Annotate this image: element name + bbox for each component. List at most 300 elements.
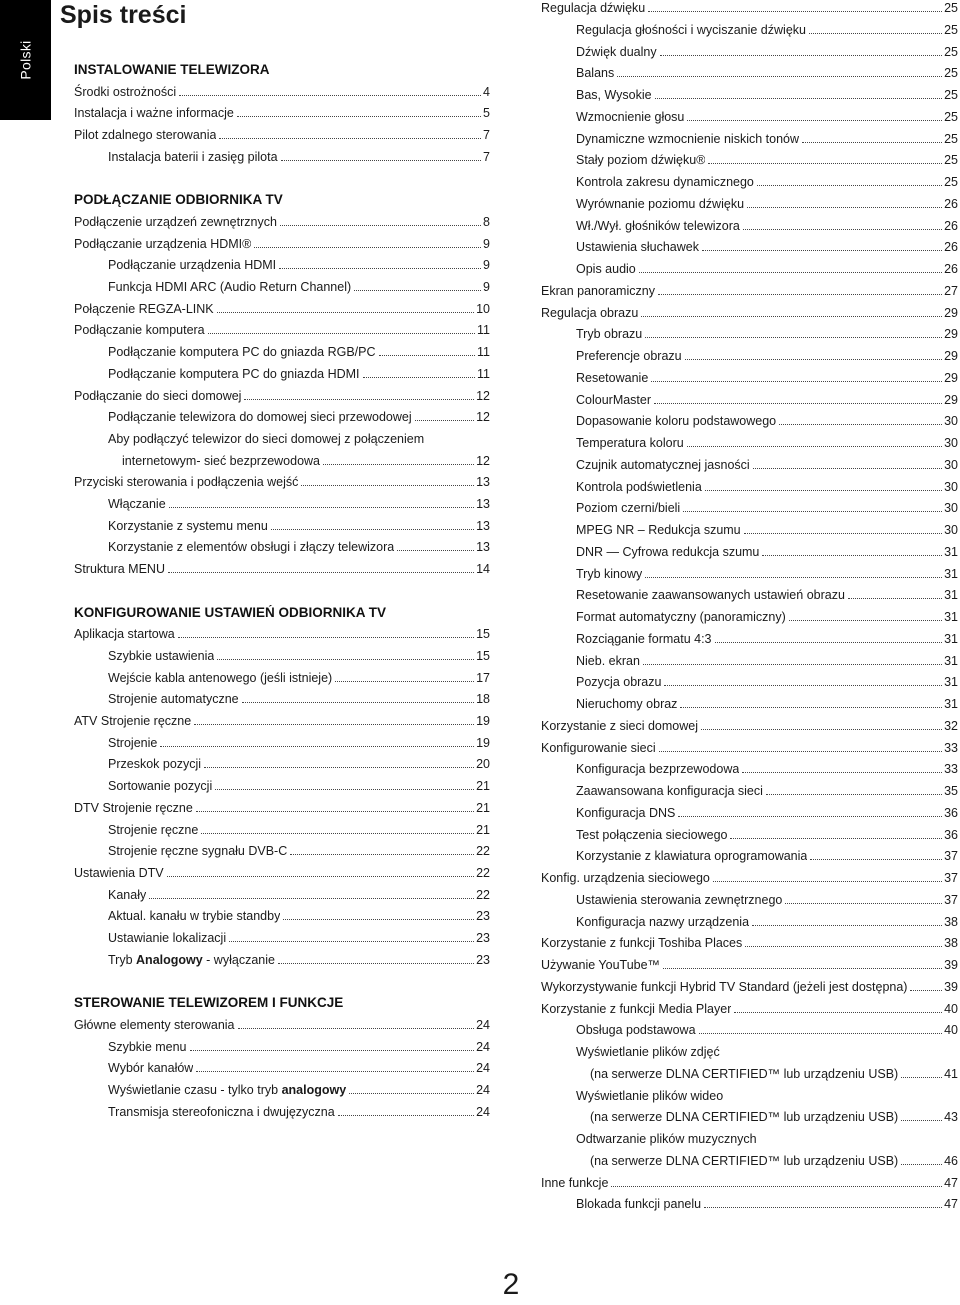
toc-section-heading	[60, 56, 490, 78]
toc-entry-label: Szybkie ustawienia	[108, 648, 215, 663]
toc-entry-label: Odtwarzanie plików muzycznych	[576, 1132, 757, 1146]
dot-leader	[611, 1186, 942, 1187]
toc-entry[interactable]	[60, 946, 490, 968]
toc-entry-label: internetowym- sieć bezprzewodowa	[122, 453, 321, 468]
toc-entry-label: Główne elementy sterowania	[74, 1017, 235, 1032]
toc-page-number: 12	[476, 388, 490, 403]
toc-page-number: 31	[944, 675, 958, 690]
toc-entry-label: Korzystanie z klawiatura oprogramowania	[576, 849, 808, 864]
dot-leader	[238, 1028, 475, 1029]
toc-entry-label: Ustawienia sterowania zewnętrznego	[576, 892, 783, 907]
dot-leader	[663, 968, 942, 969]
toc-entry[interactable]	[541, 581, 958, 603]
toc-entry[interactable]	[60, 251, 490, 273]
toc-page-number: 21	[476, 822, 490, 837]
dot-leader	[290, 854, 474, 855]
toc-entry[interactable]	[541, 799, 958, 821]
toc-page-number: 15	[476, 648, 490, 663]
toc-page-number: 25	[944, 22, 958, 37]
toc-entry-label: Korzystanie z systemu menu	[108, 518, 268, 533]
toc-entry-label: Szybkie menu	[108, 1039, 187, 1054]
dot-leader	[910, 990, 942, 991]
dot-leader	[659, 751, 942, 752]
toc-page-number: 26	[944, 196, 958, 211]
toc-entry-label: Wejście kabla antenowego (jeśli istnieje)	[108, 670, 333, 685]
toc-entry[interactable]	[60, 555, 490, 577]
toc-page-number: 47	[944, 1175, 958, 1190]
dot-leader	[743, 229, 942, 230]
dot-leader	[280, 225, 481, 226]
dot-leader	[678, 816, 942, 817]
toc-entry-label: Wybór kanałów	[108, 1061, 194, 1076]
toc-entry[interactable]	[541, 299, 958, 321]
toc-page-number: 30	[944, 501, 958, 516]
toc-entry-label: Ekran panoramiczny	[541, 283, 655, 298]
toc-entry[interactable]	[60, 642, 490, 664]
dot-leader	[281, 160, 482, 161]
dot-leader	[762, 555, 942, 556]
toc-page-number: 17	[476, 670, 490, 685]
toc-entry[interactable]	[541, 125, 958, 147]
toc-entry-label: KONFIGUROWANIE USTAWIEŃ ODBIORNIKA TV	[74, 604, 386, 620]
toc-page-number: 29	[944, 327, 958, 342]
language-tab	[0, 0, 51, 120]
toc-entry[interactable]	[541, 168, 958, 190]
toc-entry-label: Zaawansowana konfiguracja sieci	[576, 784, 763, 798]
toc-page-number: 25	[944, 66, 958, 81]
toc-page-number: 24	[476, 1039, 490, 1054]
dot-leader	[705, 490, 942, 491]
toc-page-number: 13	[476, 475, 490, 490]
dot-leader	[655, 98, 942, 99]
toc-entry[interactable]	[60, 794, 490, 816]
toc-page-number: 33	[944, 740, 958, 755]
toc-entry-label: Aktual. kanału w trybie standby	[108, 909, 281, 924]
toc-entry-label: Używanie YouTube™	[541, 958, 661, 972]
toc-entry[interactable]	[541, 1016, 958, 1038]
toc-entry-label: Wyświetlanie plików zdjęć	[576, 1045, 720, 1059]
toc-entry-label: Instalacja baterii i zasięg pilota	[108, 149, 278, 164]
toc-entry[interactable]	[541, 407, 958, 429]
toc-entry-label: Połączenie REGZA-LINK	[74, 301, 214, 316]
toc-entry-label: Podłączanie komputera	[74, 323, 205, 338]
toc-page-number: 30	[944, 436, 958, 450]
toc-page-number: 29	[944, 305, 958, 320]
toc-entry-label: ColourMaster	[576, 392, 652, 407]
toc-page-number: 29	[944, 370, 958, 385]
dot-leader	[278, 963, 474, 964]
toc-entry[interactable]	[541, 59, 958, 81]
dot-leader	[687, 120, 942, 121]
toc-entry[interactable]	[60, 533, 490, 555]
toc-entry-label: Instalacja i ważne informacje	[74, 106, 234, 121]
toc-entry[interactable]	[541, 647, 958, 669]
toc-entry-label: Czujnik automatycznej jasności	[576, 457, 750, 472]
toc-page-number: 40	[944, 1001, 958, 1016]
dot-leader	[901, 1164, 942, 1165]
toc-entry[interactable]	[541, 473, 958, 495]
toc-entry-label: Obsługa podstawowa	[576, 1023, 696, 1038]
dot-leader	[160, 746, 474, 747]
toc-entry[interactable]	[541, 560, 958, 582]
dot-leader	[254, 247, 481, 248]
dot-leader	[149, 898, 474, 899]
toc-entry-label: MPEG NR – Redukcja szumu	[576, 523, 741, 537]
dot-leader	[708, 163, 942, 164]
toc-entry-label: Wł./Wył. głośników telewizora	[576, 218, 740, 233]
toc-entry-label: Kontrola zakresu dynamicznego	[576, 175, 754, 189]
toc-entry-label: ATV Strojenie ręczne	[74, 714, 192, 728]
toc-entry[interactable]	[541, 908, 958, 930]
toc-entry-label: Strojenie automatyczne	[108, 692, 239, 707]
toc-entry-label: Korzystanie z sieci domowej	[541, 718, 699, 733]
toc-entry-label: Dźwięk dualny	[576, 44, 657, 59]
toc-entry[interactable]	[60, 360, 490, 382]
toc-entry[interactable]	[541, 1147, 958, 1169]
toc-entry-label: Resetowanie	[576, 370, 649, 385]
dot-leader	[219, 138, 481, 139]
toc-entry[interactable]	[541, 212, 958, 234]
toc-entry-label: Strojenie	[108, 735, 158, 750]
dot-leader	[809, 33, 942, 34]
toc-entry-label: Struktura MENU	[74, 562, 165, 577]
toc-page-number: 24	[476, 1082, 490, 1097]
toc-entry-label: (na serwerze DLNA CERTIFIED™ lub urządzeniu USB)	[590, 1153, 899, 1168]
toc-entry[interactable]	[60, 1098, 490, 1120]
toc-entry-label: Ustawienia DTV	[74, 865, 164, 880]
toc-page-number: 31	[944, 631, 958, 646]
toc-page-number: 30	[944, 414, 958, 429]
toc-entry-label: (na serwerze DLNA CERTIFIED™ lub urządzeniu USB)	[590, 1110, 899, 1125]
toc-entry[interactable]	[541, 864, 958, 886]
dot-leader	[301, 485, 474, 486]
toc-entry-label: Wyświetlanie czasu - tylko tryb analogowy	[108, 1082, 347, 1097]
toc-entry[interactable]	[541, 81, 958, 103]
toc-entry-label: Bas, Wysokie	[576, 88, 652, 102]
toc-entry[interactable]	[541, 1038, 958, 1060]
dot-leader	[178, 637, 474, 638]
dot-leader	[643, 664, 942, 665]
toc-entry[interactable]	[541, 1082, 958, 1104]
toc-entry-label: Korzystanie z funkcji Media Player	[541, 1001, 732, 1016]
toc-page-number: 25	[944, 153, 958, 168]
dot-leader	[802, 142, 942, 143]
toc-entry-label: Regulacja obrazu	[541, 305, 639, 320]
toc-entry[interactable]	[541, 364, 958, 386]
toc-entry[interactable]	[541, 494, 958, 516]
dot-leader	[687, 446, 942, 447]
dot-leader	[641, 316, 942, 317]
toc-page-number: 46	[944, 1153, 958, 1168]
toc-entry[interactable]	[541, 451, 958, 473]
dot-leader	[354, 290, 481, 291]
toc-entry-label: Konfiguracja nazwy urządzenia	[576, 914, 750, 929]
toc-entry[interactable]	[60, 382, 490, 404]
toc-entry[interactable]	[60, 121, 490, 143]
toc-entry[interactable]	[541, 1190, 958, 1212]
dot-leader	[901, 1077, 942, 1078]
toc-entry-label: Wyrównanie poziomu dźwięku	[576, 196, 745, 211]
toc-entry[interactable]	[60, 1054, 490, 1076]
dot-leader	[660, 55, 943, 56]
toc-entry[interactable]	[541, 755, 958, 777]
toc-entry[interactable]	[60, 729, 490, 751]
dot-leader	[654, 403, 942, 404]
toc-entry-label: Sortowanie pozycji	[108, 779, 213, 794]
toc-entry[interactable]	[541, 625, 958, 647]
toc-entry[interactable]	[541, 538, 958, 560]
dot-leader	[217, 312, 474, 313]
toc-entry[interactable]	[60, 772, 490, 794]
toc-entry-label: Kanały	[108, 887, 147, 902]
dot-leader	[167, 876, 474, 877]
dot-leader	[363, 377, 475, 378]
toc-page-number: 25	[944, 131, 958, 146]
toc-entry[interactable]	[60, 316, 490, 338]
toc-page-number: 36	[944, 827, 958, 842]
toc-entry[interactable]	[60, 664, 490, 686]
dot-leader	[639, 272, 942, 273]
dot-leader	[742, 772, 942, 773]
toc-entry[interactable]	[60, 685, 490, 707]
toc-page-number: 21	[476, 800, 490, 815]
toc-entry[interactable]	[60, 490, 490, 512]
toc-page-number: 22	[476, 844, 490, 859]
toc-entry[interactable]	[60, 859, 490, 881]
toc-entry[interactable]	[541, 190, 958, 212]
dot-leader	[335, 681, 474, 682]
toc-entry[interactable]	[541, 1125, 958, 1147]
dot-leader	[744, 533, 942, 534]
dot-leader	[271, 529, 474, 530]
toc-entry[interactable]	[60, 403, 490, 425]
toc-entry[interactable]	[541, 951, 958, 973]
toc-page-number: 14	[476, 562, 490, 577]
toc-entry[interactable]	[60, 425, 490, 447]
toc-entry[interactable]	[60, 273, 490, 295]
dot-leader	[349, 1093, 474, 1094]
dot-leader	[651, 381, 942, 382]
toc-page-number: 31	[944, 588, 958, 603]
toc-page-number: 5	[483, 106, 490, 121]
dot-leader	[745, 946, 942, 947]
toc-page-number: 43	[944, 1110, 958, 1125]
toc-page-number: 26	[944, 262, 958, 276]
dot-leader	[617, 76, 942, 77]
dot-leader	[279, 268, 481, 269]
toc-entry-label: Regulacja głośności i wyciszanie dźwięku	[576, 22, 806, 37]
dot-leader	[901, 1120, 942, 1121]
dot-leader	[208, 333, 475, 334]
toc-entry[interactable]	[60, 620, 490, 642]
dot-leader	[785, 903, 942, 904]
toc-entry[interactable]	[541, 995, 958, 1017]
toc-entry-label: Konfig. urządzenia sieciowego	[541, 871, 710, 885]
toc-entry-label: Format automatyczny (panoramiczny)	[576, 610, 786, 624]
toc-entry[interactable]	[60, 837, 490, 859]
toc-page-number: 21	[476, 779, 490, 794]
toc-page-number: 25	[944, 88, 958, 102]
toc-page-number: 9	[483, 236, 490, 251]
dot-leader	[196, 811, 474, 812]
toc-entry[interactable]	[541, 886, 958, 908]
toc-page-number: 19	[476, 714, 490, 728]
toc-page-number: 10	[476, 301, 490, 316]
toc-section-heading	[60, 599, 490, 621]
toc-entry[interactable]	[541, 38, 958, 60]
dot-leader	[217, 659, 474, 660]
toc-entry[interactable]	[60, 338, 490, 360]
dot-leader	[753, 468, 942, 469]
toc-page-number: 23	[476, 931, 490, 945]
toc-page-number: 26	[944, 240, 958, 255]
toc-entry[interactable]	[541, 1103, 958, 1125]
toc-entry[interactable]	[60, 816, 490, 838]
toc-entry-label: Ustawianie lokalizacji	[108, 931, 227, 945]
toc-entry[interactable]	[541, 386, 958, 408]
toc-entry[interactable]	[60, 230, 490, 252]
toc-entry[interactable]	[60, 208, 490, 230]
toc-page-number: 27	[944, 283, 958, 298]
toc-entry-label: (na serwerze DLNA CERTIFIED™ lub urządzeniu USB)	[590, 1066, 899, 1081]
dot-leader	[789, 620, 942, 621]
page-number: 2	[502, 1268, 520, 1301]
toc-page-number: 31	[944, 653, 958, 668]
toc-entry[interactable]	[60, 512, 490, 534]
toc-entry[interactable]	[541, 929, 958, 951]
toc-page-number: 23	[476, 952, 490, 967]
toc-entry-label: Włączanie	[108, 497, 166, 511]
toc-page-number: 38	[944, 936, 958, 951]
toc-page-number: 7	[483, 128, 490, 143]
toc-entry-label: Balans	[576, 66, 615, 81]
toc-entry-label: DTV Strojenie ręczne	[74, 800, 193, 815]
toc-page-number: 25	[944, 1, 958, 15]
toc-entry[interactable]	[541, 973, 958, 995]
toc-page-number: 25	[944, 109, 958, 124]
toc-page-number: 31	[944, 610, 958, 624]
toc-entry-label: Tryb obrazu	[576, 327, 643, 342]
page-title: Spis treści	[60, 1, 187, 29]
toc-entry-label: Nieb. ekran	[576, 653, 640, 668]
toc-entry-label: Aby podłączyć telewizor do sieci domowej z połączeniem	[108, 431, 425, 446]
toc-entry[interactable]	[541, 821, 958, 843]
toc-entry-label: Podłączanie telewizora do domowej sieci przewodowej	[108, 410, 412, 425]
toc-entry-label: Podłączanie urządzenia HDMI	[108, 258, 277, 273]
toc-entry[interactable]	[541, 146, 958, 168]
toc-entry-label: Konfigurowanie sieci	[541, 740, 656, 755]
toc-page-number: 25	[944, 44, 958, 59]
toc-entry-label: Wykorzystywanie funkcji Hybrid TV Standard (jeżeli jest dostępna)	[541, 979, 908, 994]
dot-leader	[779, 424, 942, 425]
toc-page-number: 25	[944, 175, 958, 189]
toc-entry[interactable]	[60, 468, 490, 490]
toc-entry[interactable]	[60, 881, 490, 903]
dot-leader	[323, 464, 474, 465]
toc-entry[interactable]	[541, 0, 958, 16]
toc-entry[interactable]	[541, 690, 958, 712]
toc-entry-label: Blokada funkcji panelu	[576, 1197, 702, 1212]
toc-entry[interactable]	[60, 99, 490, 121]
toc-entry[interactable]	[541, 777, 958, 799]
toc-entry-label: Środki ostrożności	[74, 84, 177, 99]
toc-page-number: 41	[944, 1066, 958, 1081]
toc-entry[interactable]	[541, 342, 958, 364]
toc-page-number: 29	[944, 349, 958, 363]
dot-leader	[683, 511, 942, 512]
toc-entry[interactable]	[60, 1033, 490, 1055]
dot-leader	[752, 925, 942, 926]
toc-entry[interactable]	[60, 707, 490, 729]
dot-leader	[201, 833, 474, 834]
toc-entry[interactable]	[60, 1011, 490, 1033]
toc-page-number: 31	[944, 566, 958, 581]
toc-entry[interactable]	[60, 1076, 490, 1098]
language-tab-label: Polski	[17, 40, 34, 80]
dot-leader	[715, 642, 943, 643]
toc-entry[interactable]	[541, 734, 958, 756]
toc-entry[interactable]	[541, 712, 958, 734]
dot-leader	[713, 881, 942, 882]
toc-entry[interactable]	[541, 429, 958, 451]
toc-entry[interactable]	[60, 750, 490, 772]
dot-leader	[204, 767, 474, 768]
toc-entry-label: Nieruchomy obraz	[576, 697, 678, 711]
toc-entry[interactable]	[541, 842, 958, 864]
dot-leader	[702, 250, 942, 251]
toc-page-number: 32	[944, 718, 958, 733]
toc-entry[interactable]	[60, 924, 490, 946]
toc-entry[interactable]	[60, 447, 490, 469]
toc-entry[interactable]	[541, 255, 958, 277]
toc-entry-label: Dynamiczne wzmocnienie niskich tonów	[576, 131, 800, 146]
toc-entry-label: Poziom czerni/bieli	[576, 501, 681, 516]
toc-entry[interactable]	[541, 668, 958, 690]
toc-entry-label: Konfiguracja DNS	[576, 805, 676, 820]
toc-entry-label: Kontrola podświetlenia	[576, 479, 702, 494]
toc-entry[interactable]	[541, 233, 958, 255]
toc-entry[interactable]	[541, 603, 958, 625]
toc-entry[interactable]	[541, 320, 958, 342]
dot-leader	[244, 399, 474, 400]
toc-page-number: 22	[476, 865, 490, 880]
toc-entry-label: Strojenie ręczne sygnału DVB-C	[108, 844, 288, 859]
toc-page-number: 24	[476, 1017, 490, 1032]
toc-entry[interactable]	[541, 103, 958, 125]
toc-entry[interactable]	[60, 902, 490, 924]
toc-entry[interactable]	[541, 16, 958, 38]
toc-entry-label: Tryb Analogowy - wyłączanie	[108, 952, 275, 967]
toc-page-number: 39	[944, 958, 958, 972]
toc-entry[interactable]	[541, 1060, 958, 1082]
toc-entry[interactable]	[541, 516, 958, 538]
toc-section-heading	[60, 989, 490, 1011]
toc-entry-label: Przyciski sterowania i podłączenia wejść	[74, 475, 299, 490]
toc-entry[interactable]	[60, 78, 490, 100]
toc-entry[interactable]	[60, 295, 490, 317]
toc-page-number: 11	[477, 366, 490, 381]
toc-entry[interactable]	[541, 1169, 958, 1191]
toc-entry[interactable]	[60, 143, 490, 165]
toc-section-heading	[60, 186, 490, 208]
toc-page-number: 31	[944, 697, 958, 711]
toc-entry-label: Opis audio	[576, 262, 636, 276]
toc-entry-label: Regulacja dźwięku	[541, 1, 646, 15]
toc-entry[interactable]	[541, 277, 958, 299]
toc-page-number: 40	[944, 1023, 958, 1038]
dot-leader	[701, 729, 942, 730]
toc-page-number: 36	[944, 805, 958, 820]
